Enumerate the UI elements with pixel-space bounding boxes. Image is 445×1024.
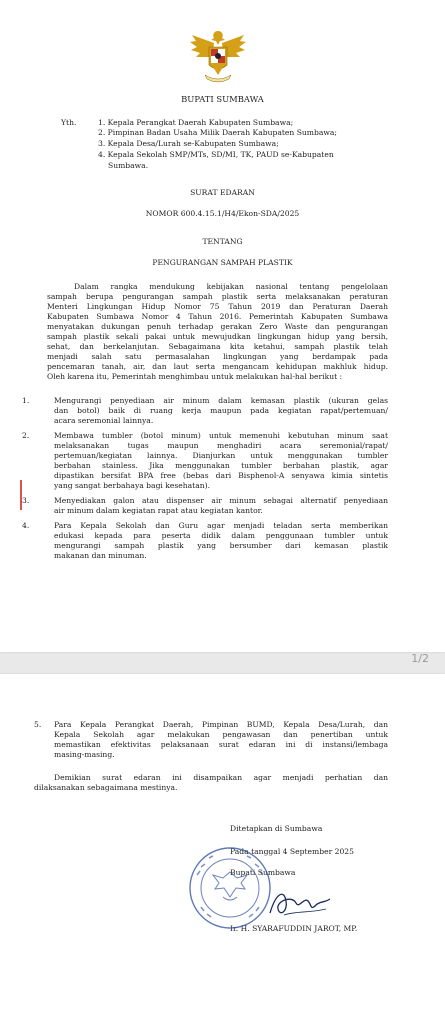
item-number: 4.	[22, 521, 30, 530]
intro-line: menjadi salah satu permasalahan lingkungan yang berdampak pada	[47, 352, 388, 361]
letter-number: NOMOR 600.4.15.1/H4/Ekon-SDA/2025	[145, 209, 300, 218]
item-line: Para Kepala Sekolah dan Guru agar menjadi teladan serta memberikan	[54, 521, 388, 530]
item-line: acara seremonial lainnya.	[54, 416, 154, 425]
intro-line: sampah berupa pengurangan sampah plastik serta melaksanakan peraturan	[47, 292, 388, 301]
intro-line: sehat, dan berkelanjutan. Sebagaimana kita ketahui, sampah plastik telah	[47, 342, 388, 351]
signature-place: Ditetapkan di Sumbawa	[230, 824, 323, 833]
item-line: pertemuan/kegiatan lainnya. Dianjurkan untuk menggunakan tumbler	[54, 451, 388, 460]
item-line: dipastikan bersifat BPA free (bebas dari Bisphenol-A senyawa kimia sintetis	[54, 471, 388, 480]
recipient-2: 2. Pimpinan Badan Usaha Milik Daerah Kabupaten Sumbawa;	[98, 128, 337, 137]
item-line: Mengurangi penyediaan air minum dalam kemasan plastik (ukuran gelas	[54, 396, 388, 405]
page-indicator: 1/2	[411, 652, 429, 665]
recipient-4-continued: Sumbawa.	[108, 161, 149, 170]
item-line: Para Kepala Perangkat Daerah, Pimpinan BUMD, Kepala Desa/Lurah, dan	[54, 720, 388, 729]
recipient-4: 4. Kepala Sekolah SMP/MTs, SD/MI, TK, PAUD se-Kabupaten	[98, 150, 334, 159]
handwritten-signature	[266, 883, 334, 923]
yth-label: Yth.	[61, 118, 77, 127]
item-line: memastikan efektivitas pelaksanaan surat edaran ini di instansi/lembaga	[54, 740, 388, 749]
intro-line: Oleh karena itu, Pemerintah menghimbau untuk melakukan hal-hal berikut :	[47, 372, 343, 381]
about-label: TENTANG	[202, 237, 243, 246]
item-line: yang sangat berbahaya bagi kesehatan).	[54, 481, 211, 490]
signature-office: Bupati Sumbawa	[230, 868, 296, 877]
item-number: 1.	[22, 396, 30, 405]
item-number: 2.	[22, 431, 30, 440]
signatory-name: Ir. H. SYARAFUDDIN JAROT, MP.	[230, 924, 358, 933]
item-line: Kepala Sekolah agar melakukan pengawasan dan penertiban untuk	[54, 730, 388, 739]
closing-line: Demikian surat edaran ini disampaikan agar menjadi perhatian dan	[54, 773, 388, 782]
intro-line: sampah plastik sekali pakai untuk mewujudkan lingkungan hidup yang bersih,	[47, 332, 388, 341]
item-number: 5.	[34, 720, 42, 729]
closing-line: dilaksanakan sebagaimana mestinya.	[34, 783, 178, 792]
item-line: berbahan stainless. Jika menggunakan tumbler berbahan plastik, agar	[54, 461, 388, 470]
signature-date: Pada tanggal 4 September 2025	[230, 847, 354, 856]
garuda-emblem-icon	[187, 27, 249, 85]
letter-subject: PENGURANGAN SAMPAH PLASTIK	[152, 258, 293, 267]
item-number: 3.	[22, 496, 30, 505]
intro-line: pencemaran tanah, air, dan laut serta mengancam kehidupan makhluk hidup.	[47, 362, 388, 371]
item-line: masing-masing.	[54, 750, 115, 759]
item-line: dan botol) baik di ruang kerja maupun pada kegiatan rapat/pertemuan/	[54, 406, 388, 415]
intro-line: menyatakan dukungan penuh terhadap gerakan Zero Waste dan pengurangan	[47, 322, 388, 331]
recipient-1: 1. Kepala Perangkat Daerah Kabupaten Sumbawa;	[98, 118, 294, 127]
issuer-title: BUPATI SUMBAWA	[181, 94, 264, 104]
item-line: edukasi kepada para peserta didik dalam penggunaan tumbler untuk	[54, 531, 388, 540]
intro-line: Kabupaten Sumbawa Nomor 4 Tahun 2016. Pemerintah Kabupaten Sumbawa	[47, 312, 388, 321]
item-line: Menyediakan galon atau dispenser air minum sebagai alternatif penyediaan	[54, 496, 388, 505]
official-seal-stamp	[187, 845, 273, 931]
recipient-3: 3. Kepala Desa/Lurah se-Kabupaten Sumbawa;	[98, 139, 279, 148]
item-line: mengurangi sampah plastik yang bersumber dari kemasan plastik	[54, 541, 388, 550]
margin-mark	[20, 480, 22, 510]
item-line: makanan dan minuman.	[54, 551, 147, 560]
intro-line: Menteri Lingkungan Hidup Nomor 75 Tahun 2019 dan Peraturan Daerah	[47, 302, 388, 311]
letter-type: SURAT EDARAN	[190, 188, 255, 197]
item-line: melaksanakan tugas maupun menghadiri acara seremonial/rapat/	[54, 441, 388, 450]
intro-line: Dalam rangka mendukung kebijakan nasional tentang pengelolaan	[74, 282, 388, 291]
item-line: Membawa tumbler (botol minum) untuk memenuhi kebutuhan minum saat	[54, 431, 388, 440]
item-line: air minum dalam kegiatan rapat atau kegiatan kantor.	[54, 506, 263, 515]
